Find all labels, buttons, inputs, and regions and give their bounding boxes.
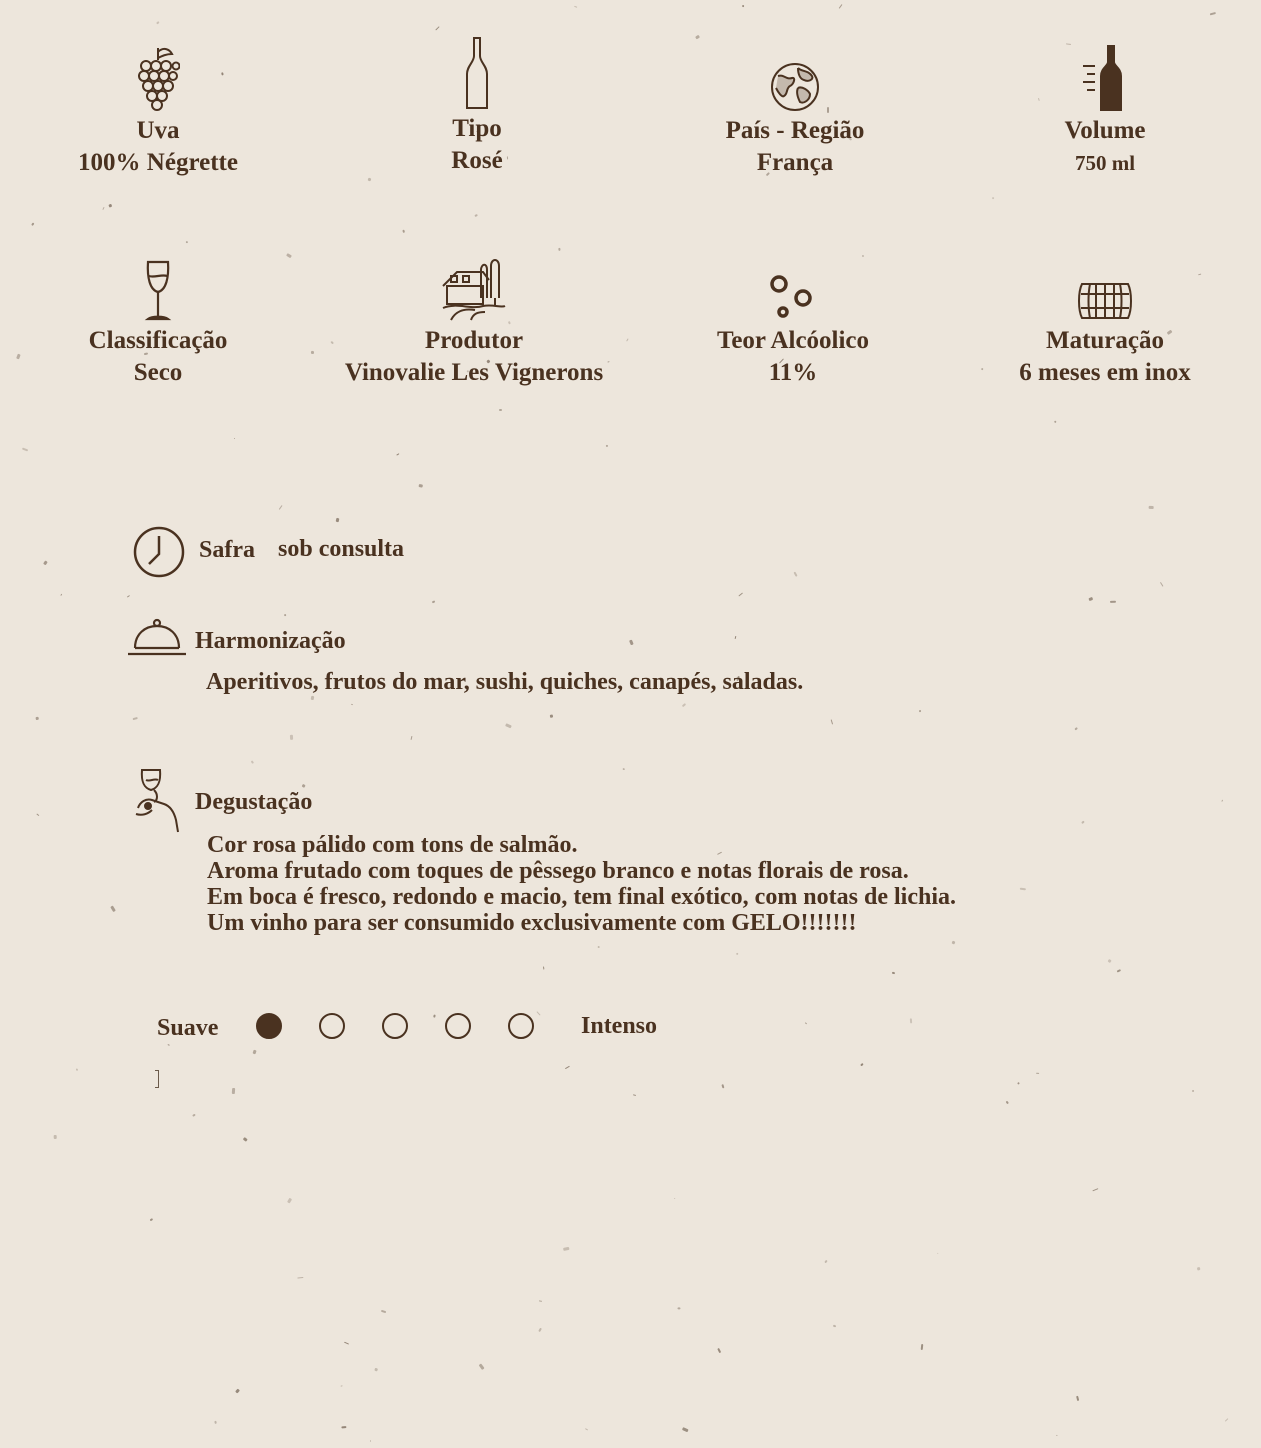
cloche-icon <box>127 618 187 663</box>
paper-speck <box>279 505 283 510</box>
paper-speck <box>833 1325 837 1328</box>
attr-label: Produtor <box>424 327 524 354</box>
paper-speck <box>860 1063 863 1066</box>
attr-alcohol <box>643 250 943 390</box>
paper-speck <box>1056 1434 1058 1436</box>
paper-speck <box>311 696 315 700</box>
degustacao-line: Um vinho para ser consumido exclusivamente com GELO!!!!!!! <box>207 910 857 936</box>
paper-speck <box>1110 601 1116 603</box>
paper-speck <box>1192 1090 1195 1093</box>
paper-speck <box>1210 12 1216 16</box>
wine-glass-icon <box>8 250 308 322</box>
paper-speck <box>290 734 293 739</box>
paper-speck <box>54 1135 57 1139</box>
paper-speck <box>623 768 625 769</box>
paper-speck <box>574 6 578 8</box>
paper-speck <box>585 1429 588 1431</box>
paper-speck <box>297 1277 303 1279</box>
clock-icon <box>133 526 185 583</box>
paper-speck <box>283 613 286 616</box>
paper-speck <box>76 1069 77 1071</box>
paper-speck <box>838 4 842 9</box>
paper-speck <box>505 723 512 728</box>
paper-speck <box>538 1327 542 1332</box>
paper-speck <box>60 594 62 597</box>
paper-speck <box>1108 959 1112 963</box>
paper-speck <box>682 703 686 707</box>
attr-value: 6 meses em inox <box>1019 359 1191 386</box>
paper-speck <box>235 1389 240 1394</box>
safra-label: Safra <box>199 537 255 563</box>
paper-speck <box>1197 1267 1201 1271</box>
paper-speck <box>434 1014 437 1017</box>
paper-speck <box>1117 969 1121 972</box>
paper-speck <box>1225 1419 1229 1423</box>
paper-speck <box>109 204 113 207</box>
paper-speck <box>1159 582 1163 587</box>
paper-speck <box>537 1011 541 1015</box>
paper-speck <box>543 967 545 970</box>
degustacao-line: Aroma frutado com toques de pêssego branco e notas florais de rosa. <box>207 858 909 884</box>
paper-speck <box>1088 597 1093 602</box>
paper-speck <box>695 35 700 40</box>
paper-speck <box>396 453 399 456</box>
paper-speck <box>150 1218 153 1221</box>
paper-speck <box>36 813 40 816</box>
tasting-hand-icon <box>134 768 184 841</box>
intensity-dot <box>382 1013 408 1039</box>
safra-value: sob consulta <box>278 536 405 562</box>
paper-speck <box>1054 421 1057 424</box>
paper-speck <box>1082 821 1086 825</box>
paper-speck <box>214 1421 217 1424</box>
paper-speck <box>168 1044 170 1046</box>
paper-speck <box>301 783 305 787</box>
paper-speck <box>677 1307 680 1309</box>
text-cursor <box>155 1070 159 1088</box>
paper-speck <box>344 1342 349 1345</box>
paper-speck <box>418 484 423 488</box>
attr-grape <box>8 40 308 180</box>
paper-speck <box>1036 1072 1039 1073</box>
paper-speck <box>336 518 340 523</box>
harmonizacao-text: Aperitivos, frutos do mar, sushi, quiches, canapés, saladas. <box>206 669 804 695</box>
attr-label: País - Região <box>725 117 865 144</box>
paper-speck <box>563 1247 569 1251</box>
attr-type <box>327 34 627 178</box>
attr-value: Vinovalie Les Vignerons <box>344 359 604 386</box>
paper-speck <box>287 1197 292 1203</box>
paper-speck <box>1075 728 1078 731</box>
paper-speck <box>919 709 922 712</box>
degustacao-line: Cor rosa pálido com tons de salmão. <box>207 832 578 858</box>
paper-speck <box>805 1022 808 1025</box>
attr-label: Volume <box>1064 117 1146 144</box>
paper-speck <box>892 971 896 973</box>
paper-speck <box>565 1066 570 1069</box>
attr-label: Tipo <box>452 115 502 142</box>
paper-speck <box>606 445 609 448</box>
attr-value: 100% Négrette <box>78 149 238 176</box>
paper-speck <box>539 1300 542 1302</box>
winery-icon <box>324 250 624 322</box>
paper-speck <box>738 593 743 597</box>
paper-speck <box>242 1137 247 1142</box>
paper-speck <box>382 1310 387 1313</box>
paper-speck <box>341 1385 343 1386</box>
paper-speck <box>992 197 995 200</box>
paper-speck <box>367 178 371 182</box>
degustacao-text <box>207 832 956 936</box>
attr-value: 11% <box>768 359 818 386</box>
paper-speck <box>937 1252 939 1254</box>
paper-speck <box>1005 1100 1009 1104</box>
paper-speck <box>1093 1189 1099 1192</box>
paper-speck <box>22 447 28 451</box>
paper-speck <box>633 1094 636 1096</box>
paper-speck <box>402 230 404 233</box>
harmonizacao-label: Harmonização <box>195 628 346 654</box>
paper-speck <box>674 1198 676 1200</box>
paper-speck <box>824 1260 827 1264</box>
paper-speck <box>741 5 744 8</box>
paper-speck <box>1077 1396 1080 1401</box>
attr-country <box>645 40 945 180</box>
paper-speck <box>36 716 39 719</box>
paper-speck <box>1020 887 1026 890</box>
intensity-dot <box>445 1013 471 1039</box>
paper-speck <box>43 560 48 565</box>
paper-speck <box>30 222 34 226</box>
paper-speck <box>251 760 254 763</box>
paper-speck <box>499 409 502 410</box>
paper-speck <box>717 1348 721 1354</box>
paper-speck <box>374 1368 377 1371</box>
intensity-dot <box>319 1013 345 1039</box>
paper-speck <box>1221 800 1223 802</box>
paper-speck <box>311 351 315 354</box>
paper-speck <box>910 1018 912 1023</box>
paper-speck <box>192 1114 195 1117</box>
globe-icon <box>645 40 945 112</box>
paper-speck <box>682 1428 688 1433</box>
paper-speck <box>598 946 600 948</box>
intensity-dot <box>508 1013 534 1039</box>
attr-value: Seco <box>133 359 183 386</box>
paper-speck <box>435 27 439 31</box>
paper-speck <box>156 21 160 25</box>
attr-label: Maturação <box>1045 327 1165 354</box>
paper-speck <box>794 571 798 576</box>
attr-value: França <box>756 149 834 176</box>
paper-speck <box>232 1088 235 1094</box>
attr-label: Uva <box>136 117 180 144</box>
paper-speck <box>921 1343 924 1349</box>
paper-speck <box>342 1426 347 1429</box>
paper-speck <box>629 640 634 646</box>
bottle-outline-icon <box>327 34 627 110</box>
paper-speck <box>351 704 353 706</box>
attr-producer <box>324 250 624 390</box>
attr-value: Rosé <box>451 147 503 174</box>
paper-speck <box>186 241 188 243</box>
attr-label: Teor Alcóolico <box>716 327 870 354</box>
paper-speck <box>722 1084 725 1089</box>
degustacao-line: Em boca é fresco, redondo e macio, tem final exótico, com notas de lichia. <box>207 884 956 910</box>
intensity-min-label: Suave <box>157 1015 219 1041</box>
paper-speck <box>133 717 139 720</box>
paper-speck <box>478 1364 484 1371</box>
paper-speck <box>127 595 130 598</box>
attr-volume <box>955 40 1255 180</box>
paper-speck <box>411 736 413 740</box>
paper-speck <box>102 207 104 210</box>
paper-speck <box>474 214 478 217</box>
paper-speck <box>111 906 116 912</box>
paper-speck <box>234 438 235 439</box>
paper-speck <box>626 338 629 341</box>
degustacao-label: Degustação <box>195 789 313 815</box>
paper-speck <box>1148 506 1153 509</box>
paper-speck <box>252 1050 256 1055</box>
attr-maturation <box>955 250 1255 390</box>
bottle-volume-icon <box>955 40 1255 112</box>
barrel-icon <box>955 250 1255 322</box>
bubbles-icon <box>643 250 943 322</box>
attr-classification <box>8 250 308 390</box>
paper-speck <box>550 714 553 718</box>
grape-icon <box>8 40 308 112</box>
attr-label: Classificação <box>88 327 228 354</box>
paper-speck <box>736 953 738 955</box>
intensity-dot <box>256 1013 282 1039</box>
paper-speck <box>830 719 833 725</box>
attr-value: 750 ml <box>1074 151 1136 175</box>
intensity-max-label: Intenso <box>581 1013 658 1039</box>
paper-speck <box>1016 1081 1019 1084</box>
paper-speck <box>370 1440 371 1442</box>
paper-speck <box>735 636 737 639</box>
paper-speck <box>432 601 436 604</box>
paper-speck <box>952 941 956 945</box>
